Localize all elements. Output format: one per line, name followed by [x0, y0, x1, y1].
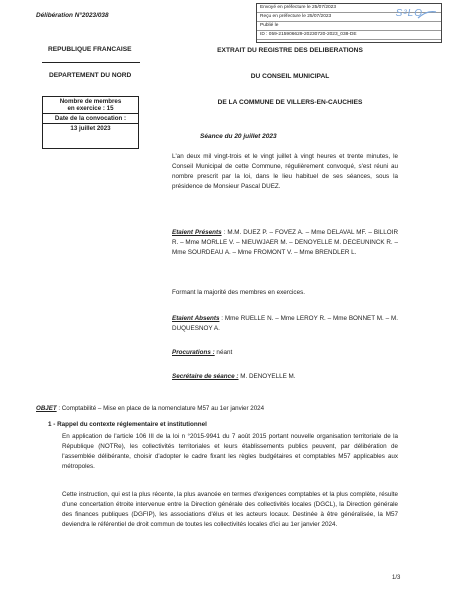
presents-label: Etaient Présents: [172, 229, 222, 236]
stamp-published: Publié le: [257, 22, 441, 31]
slo-swoosh-icon: [417, 10, 437, 20]
secretaire-block: [172, 372, 398, 382]
paragraph-2: Cette instruction, qui est la plus récente, la plus avancée en termes d'exigences comptables et la plus complète, résulte d'une concertation étroite intervenue entre la Direction générale des collectivités locales (DGCL), la Direction générale des finances publiques (DGFIP), les associations d'élus et les acteurs locaux. Destinée à être généralisée, la M57 deviendra le référentiel de droit commun de toutes les collectivités locales d'ici au 1er janvier 2024.: [62, 491, 398, 528]
stamp-received: Reçu en préfecture le 25/07/2023: [257, 13, 441, 22]
presents-list: : M.M. DUEZ P. – FOVEZ A. – Mme DELAVAL MF. – BILLOIR R. – Mme MORLLE V. – NIEUWJAER M. – DENOYELLE M. DECEUNINCK R. – Mme SOURDEAU A. – Mme FROMONT V. – Mme BRENDLER L.: [172, 229, 398, 256]
slo-logo: S²LO: [395, 8, 423, 19]
section-title: 1 - Rappel du contexte réglementaire et institutionnel: [48, 421, 207, 428]
divider: [42, 62, 140, 63]
page-number: 1/3: [392, 575, 401, 581]
en-exercice: en exercice : 15: [67, 105, 114, 112]
absents-label: Etaient Absents: [172, 315, 220, 322]
nombre-membres: Nombre de membres: [59, 98, 122, 105]
secretaire-label: Secrétaire de séance :: [172, 373, 239, 380]
prefecture-stamp: [256, 3, 442, 43]
paragraph-1: En application de l'article 106 III de la loi n °2015-9941 du 7 août 2015 portant nouvelle organisation territoriale de la République (NOTRe), les collectivités territoriales et leurs établissements publics peuvent, par délibération de l'assemblée délibérante, choisir d'adopter le cadre fixant les règles budgétaires et comptables M57 applicables aux métropoles.: [62, 433, 398, 470]
membres-cell: [43, 97, 138, 114]
absents-list: : Mme RUELLE N. – Mme LEROY R. – Mme BONNET M. – M. DUQUESNOY A.: [172, 315, 398, 332]
departement-label: DEPARTEMENT DU NORD: [49, 72, 132, 79]
absents-block: [172, 314, 398, 334]
convocation-date: 13 juillet 2023: [70, 125, 111, 132]
presents-block: [172, 228, 398, 258]
republique-label: REPUBLIQUE FRANCAISE: [48, 46, 132, 53]
membres-box: [42, 96, 139, 149]
procurations-value: néant: [214, 349, 233, 356]
extrait-title: EXTRAIT DU REGISTRE DES DELIBERATIONS: [217, 47, 363, 54]
intro-paragraph: L'an deux mil vingt-trois et le vingt juillet à vingt heures et trente minutes, le Conseil Municipal de cette Commune, régulièrement convoqué, s'est réuni au nombre prescrit par la loi, dans le lieu habituel de ses séances, sous la présidence de Monsieur Pascal DUEZ.: [172, 153, 398, 190]
procurations-block: [172, 348, 398, 358]
secretaire-value: M. DENOYELLE M.: [238, 373, 296, 380]
stamp-sent: Envoyé en préfecture le 25/07/2023: [257, 4, 441, 13]
objet-block: [36, 405, 396, 412]
conseil-title: DU CONSEIL MUNICIPAL: [250, 73, 330, 80]
majorite-text: Formant la majorité des membres en exercices.: [172, 289, 305, 296]
objet-label: OBJET: [36, 405, 57, 412]
objet-text: : Comptabilité – Mise en place de la nomenclature M57 au 1er janvier 2024: [56, 405, 265, 412]
procurations-label: Procurations :: [172, 349, 215, 356]
convocation-label: Date de la convocation :: [43, 114, 138, 124]
commune-title: DE LA COMMUNE DE VILLERS-EN-CAUCHIES: [217, 99, 363, 106]
deliberation-number: Délibération N°2023/038: [36, 12, 109, 19]
stamp-id: ID : 059-215906629-20230720-2023_038-DE: [257, 31, 441, 40]
seance-date: Séance du 20 juillet 2023: [200, 133, 277, 140]
